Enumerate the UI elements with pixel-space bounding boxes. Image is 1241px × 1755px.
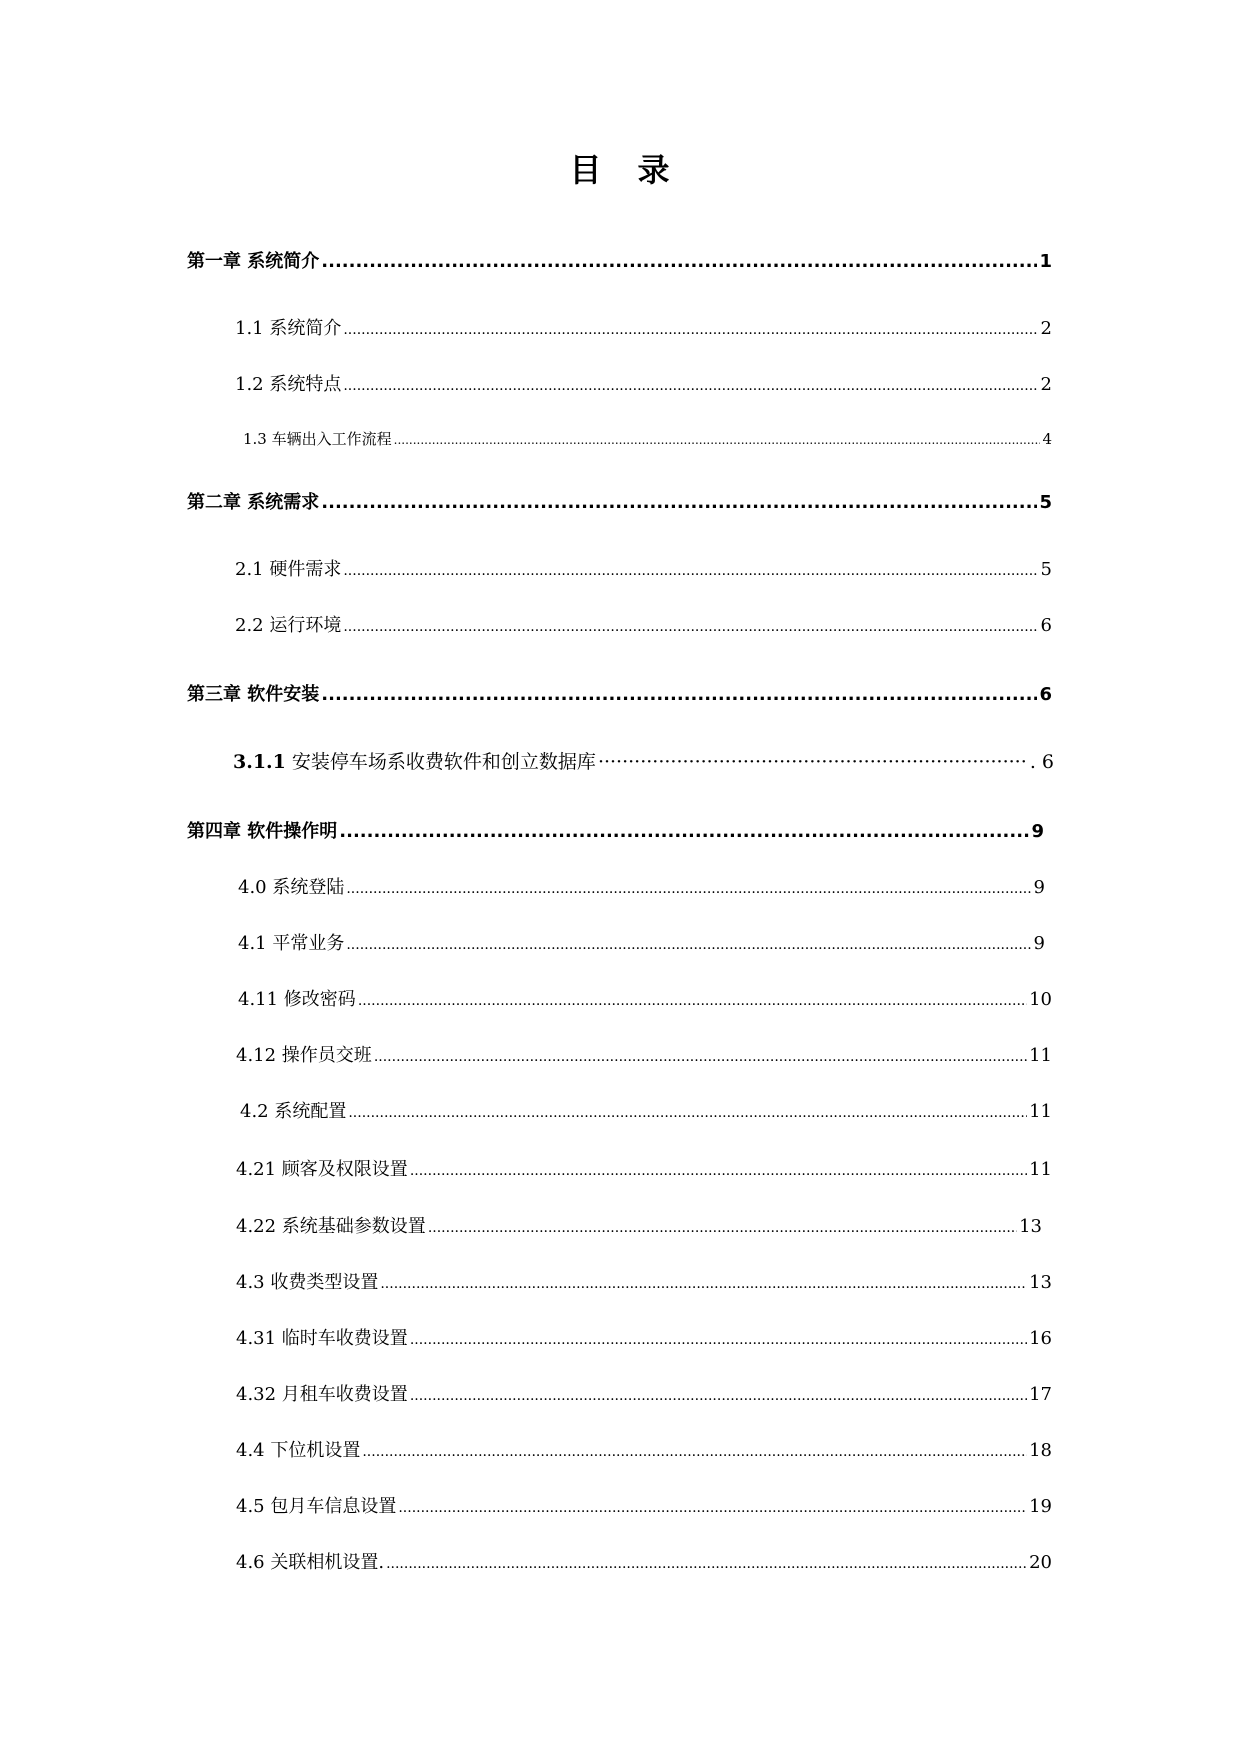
toc-section-4-1[interactable]: [238, 932, 1045, 957]
toc-section-4-3[interactable]: [236, 1271, 1052, 1296]
toc-section-4-12[interactable]: [236, 1044, 1052, 1069]
dot-leader: [428, 1216, 1017, 1240]
toc-section-1-3[interactable]: [243, 427, 1052, 452]
toc-entry-label: 2.2 运行环境: [235, 615, 342, 636]
toc-entry-label: 4.32 月租车收费设置: [236, 1384, 408, 1405]
toc-page-number: 17: [1029, 1384, 1052, 1405]
dot-leader: [394, 428, 1041, 452]
toc-section-1-2[interactable]: [235, 373, 1052, 398]
toc-chapter-4[interactable]: [187, 820, 1044, 844]
toc-entry-label: 4.3 收费类型设置: [236, 1272, 379, 1293]
toc-page-number: 11: [1029, 1101, 1052, 1122]
toc-entry-label: 4.22 系统基础参数设置: [236, 1216, 426, 1237]
toc-section-2-1[interactable]: [235, 558, 1052, 583]
dot-leader: [321, 683, 1037, 707]
toc-page-number: 5: [1040, 559, 1052, 580]
dot-leader: [343, 615, 1038, 639]
toc-entry-label: 2.1 硬件需求: [235, 559, 342, 580]
dot-leader: [346, 877, 1031, 901]
dot-leader: [343, 318, 1038, 342]
toc-entry-label: 4.6 关联相机设置.: [236, 1552, 385, 1573]
toc-section-4-0[interactable]: [238, 876, 1045, 901]
toc-page-number: 9: [1033, 877, 1045, 898]
dot-leader: [410, 1384, 1027, 1408]
toc-page-number: 9: [1031, 821, 1044, 842]
toc-entry-label: 4.2 系统配置: [240, 1101, 347, 1122]
dot-leader: [321, 250, 1037, 274]
dot-leader: [398, 1496, 1027, 1520]
toc-page-number: 13: [1019, 1216, 1042, 1237]
toc-page-number: 6: [1039, 684, 1052, 705]
toc-entry-label: 4.12 操作员交班: [236, 1045, 372, 1066]
toc-entry-label: 4.1 平常业务: [238, 933, 345, 954]
toc-section-4-11[interactable]: [238, 988, 1052, 1013]
toc-page-number: 6: [1040, 615, 1052, 636]
toc-section-4-32[interactable]: [236, 1383, 1052, 1408]
toc-entry-label: 4.4 下位机设置: [236, 1440, 361, 1461]
toc-section-4-2[interactable]: [240, 1100, 1052, 1125]
toc-page-number: 18: [1029, 1440, 1052, 1461]
toc-section-4-21[interactable]: [236, 1158, 1052, 1183]
dot-leader: [410, 1159, 1027, 1183]
toc-page-number: 2: [1040, 318, 1052, 339]
toc-chapter-1[interactable]: [187, 250, 1052, 274]
dot-leader: [339, 820, 1029, 844]
toc-page-number: 9: [1033, 933, 1045, 954]
toc-entry-label: 1.1 系统简介: [235, 318, 342, 339]
dot-leader: [410, 1328, 1027, 1352]
toc-section-4-6[interactable]: [236, 1551, 1052, 1576]
toc-section-4-4[interactable]: [236, 1439, 1052, 1464]
toc-entry-label: 4.21 顾客及权限设置: [236, 1159, 408, 1180]
dot-leader: [321, 491, 1037, 515]
dot-leader: [358, 989, 1027, 1013]
toc-page-number: 11: [1029, 1045, 1052, 1066]
toc-entry-label: [233, 750, 596, 774]
toc-subsection-title: 安装停车场系收费软件和创立数据库: [285, 751, 596, 773]
toc-page-number: 11: [1029, 1159, 1052, 1180]
toc-page-number: 19: [1029, 1496, 1052, 1517]
toc-page-number: 5: [1039, 492, 1052, 513]
toc-subsection-number: 3.1.1: [233, 751, 286, 773]
toc-page-number: 1: [1039, 251, 1052, 272]
toc-page-number: 4: [1042, 430, 1052, 448]
toc-entry-label: 第一章 系统简介: [187, 251, 320, 272]
dot-leader: [380, 1272, 1027, 1296]
toc-section-4-31[interactable]: [236, 1327, 1052, 1352]
toc-title: 目 录: [569, 151, 672, 189]
dot-leader: [598, 750, 1028, 774]
toc-section-2-2[interactable]: [235, 614, 1052, 639]
dot-leader: [386, 1552, 1027, 1576]
toc-chapter-2[interactable]: [187, 491, 1052, 515]
dot-leader: [346, 933, 1031, 957]
dot-leader: [343, 559, 1038, 583]
toc-section-1-1[interactable]: [235, 317, 1052, 342]
toc-entry-label: 1.3 车辆出入工作流程: [243, 430, 392, 448]
dot-leader: [348, 1101, 1027, 1125]
toc-entry-label: 4.31 临时车收费设置: [236, 1328, 408, 1349]
toc-entry-label: 第二章 系统需求: [187, 492, 320, 513]
toc-entry-label: 1.2 系统特点: [235, 374, 342, 395]
toc-section-4-22[interactable]: [236, 1215, 1042, 1240]
toc-page-number: . 6: [1029, 751, 1054, 773]
dot-leader: [362, 1440, 1027, 1464]
toc-entry-label: 第三章 软件安装: [187, 684, 320, 705]
toc-entry-label: 4.11 修改密码: [238, 989, 356, 1010]
toc-entry-label: 第四章 软件操作明: [187, 821, 338, 842]
toc-page-number: 20: [1029, 1552, 1052, 1573]
toc-subsection-3-1-1[interactable]: [233, 750, 1054, 774]
toc-entry-label: 4.5 包月车信息设置: [236, 1496, 397, 1517]
toc-page-number: 10: [1029, 989, 1052, 1010]
dot-leader: [374, 1045, 1027, 1069]
toc-chapter-3[interactable]: [187, 683, 1052, 707]
toc-section-4-5[interactable]: [236, 1495, 1052, 1520]
toc-entry-label: 4.0 系统登陆: [238, 877, 345, 898]
toc-page-number: 2: [1040, 374, 1052, 395]
toc-page-number: 16: [1029, 1328, 1052, 1349]
toc-page-number: 13: [1029, 1272, 1052, 1293]
dot-leader: [343, 374, 1038, 398]
